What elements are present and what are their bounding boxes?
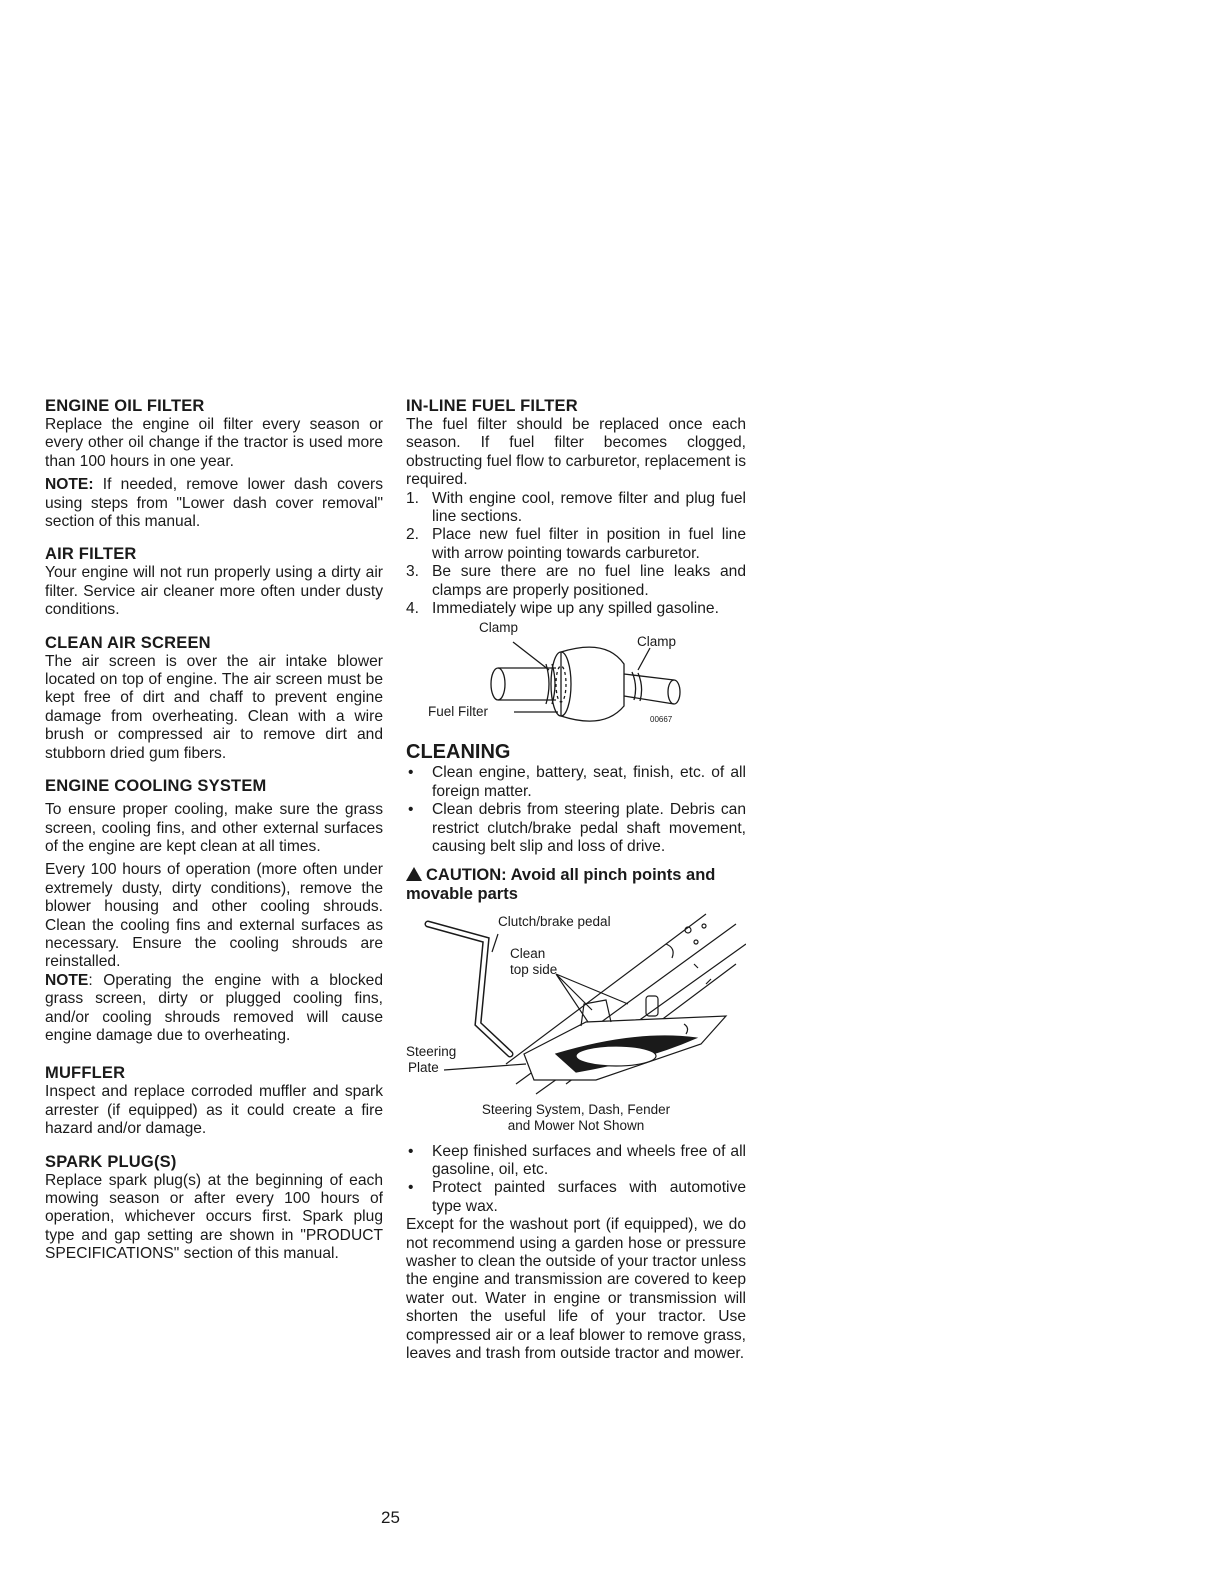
steering-plate-figure — [406, 904, 746, 1102]
list-item: 4. Immediately wipe up any spilled gasoline. — [406, 600, 719, 618]
fuel-filter-label: Fuel Filter — [428, 704, 489, 720]
heading-clean-air-screen: CLEAN AIR SCREEN — [45, 633, 211, 652]
cooling-note — [45, 972, 383, 1046]
heading-spark-plugs: SPARK PLUG(S) — [45, 1152, 177, 1171]
heading-muffler: MUFFLER — [45, 1064, 126, 1083]
clamp-label-right: Clamp — [637, 634, 677, 650]
figure-code: 00667 — [650, 715, 673, 725]
air-screen-text: The air screen is over the air intake blower located on top of engine. The air screen must be kept free of dirt and chaff to prevent engine damage from overheating. Clean with a wire brush or compressed air to remove dirt and stubborn dried gum fibers. — [45, 652, 383, 762]
caution-label: CAUTION: — [426, 865, 507, 884]
fuel-filter-steps — [406, 490, 746, 619]
heading-engine-cooling-system: ENGINE COOLING SYSTEM — [45, 777, 267, 796]
cooling-text-2: Every 100 hours of operation (more often under extremely dusty, dirty conditions), remove the blower housing and other cooling shrouds. Clean the cooling fins and external surfaces as necessary. Ensure the cooling shrouds are reinstalled. — [45, 861, 383, 971]
list-item: 3. Be sure there are no fuel line leaks and clamps are properly positioned. — [406, 563, 746, 599]
clean-label-line-2: top side — [510, 961, 558, 977]
page-number: 25 — [381, 1508, 400, 1527]
note-label: NOTE — [45, 971, 89, 989]
spark-plug-text: Replace spark plug(s) at the beginning of each mowing season or after every 100 hours of operation, whichever occurs first. Spark plug type and gap setting are shown in "PRODUCT SPECIFICATIONS" section of this manual. — [45, 1171, 383, 1263]
caution-text: Avoid all pinch points and movable parts — [406, 865, 716, 903]
list-item: • Clean engine, battery, seat, finish, etc. of all foreign matter. — [408, 764, 746, 800]
figure-caption-line-2: and Mower Not Shown — [507, 1117, 645, 1133]
list-item: • Protect painted surfaces with automotive type wax. — [408, 1179, 746, 1215]
heading-cleaning: CLEANING — [406, 741, 511, 764]
figure-caption-line-1: Steering System, Dash, Fender — [481, 1101, 671, 1117]
heading-engine-oil-filter: ENGINE OIL FILTER — [45, 397, 205, 415]
caution-notice — [406, 866, 746, 904]
cleaning-final-text: Except for the washout port (if equipped), we do not recommend using a garden hose or pressure washer to clean the outside of your tractor unless the engine and transmission are covered to keep water out. Water in engine or transmission will shorten the useful life of your tractor. Use compressed air or a leaf blower to remove grass, leaves and trash from outside tractor and mower. — [406, 1216, 746, 1362]
list-item: 1. With engine cool, remove filter and plug fuel line sections. — [406, 489, 746, 526]
fuel-filter-illustration — [406, 624, 746, 740]
air-filter-text: Your engine will not run properly using a dirty air filter. Service air cleaner more often under dusty conditions. — [45, 564, 383, 619]
clamp-label-top: Clamp — [479, 620, 519, 636]
steering-plate-illustration — [406, 904, 746, 1102]
steering-plate-label-line-2: Plate — [408, 1059, 439, 1075]
oil-filter-text: Replace the engine oil filter every season or every other oil change if the tractor is used more than 100 hours in one year. — [45, 416, 383, 470]
fuel-filter-text: The fuel filter should be replaced once each season. If fuel filter becomes clogged, obstructing fuel flow to carburetor, replacement is required. — [406, 416, 746, 489]
list-item: 2. Place new fuel filter in position in fuel line with arrow pointing towards carburetor. — [406, 526, 746, 562]
list-item: • Clean debris from steering plate. Debris can restrict clutch/brake pedal shaft movement, causing belt slip and loss of drive. — [408, 801, 746, 856]
muffler-text: Inspect and replace corroded muffler and spark arrester (if equipped) as it could create a fire hazard and/or damage. — [45, 1083, 383, 1138]
warning-triangle-icon — [406, 867, 422, 881]
clean-label-line-1: Clean — [510, 945, 546, 961]
fuel-filter-figure — [406, 620, 746, 740]
cleaning-bullets-1 — [406, 764, 746, 856]
note-text: : Operating the engine with a blocked grass screen, dirty or plugged cooling fins, and/or cooling shrouds removed will cause engine damage due to overheating. — [45, 971, 383, 1044]
cooling-text-1: To ensure proper cooling, make sure the grass screen, cooling fins, and other external surfaces of the engine are kept clean at all times. — [45, 801, 383, 855]
clutch-brake-pedal-label: Clutch/brake pedal — [498, 913, 611, 929]
heading-air-filter: AIR FILTER — [45, 545, 137, 564]
heading-in-line-fuel-filter: IN-LINE FUEL FILTER — [406, 397, 578, 415]
steering-plate-label-line-1: Steering — [406, 1043, 457, 1059]
cleaning-bullets-2 — [406, 1143, 746, 1217]
right-column — [406, 396, 746, 1363]
note-text: If needed, remove lower dash covers using steps from "Lower dash cover removal" section of this manual. — [45, 476, 383, 531]
left-column — [45, 396, 383, 1264]
oil-filter-note — [45, 476, 383, 531]
note-label: NOTE: — [45, 476, 94, 494]
list-item: • Keep finished surfaces and wheels free of all gasoline, oil, etc. — [408, 1142, 746, 1178]
